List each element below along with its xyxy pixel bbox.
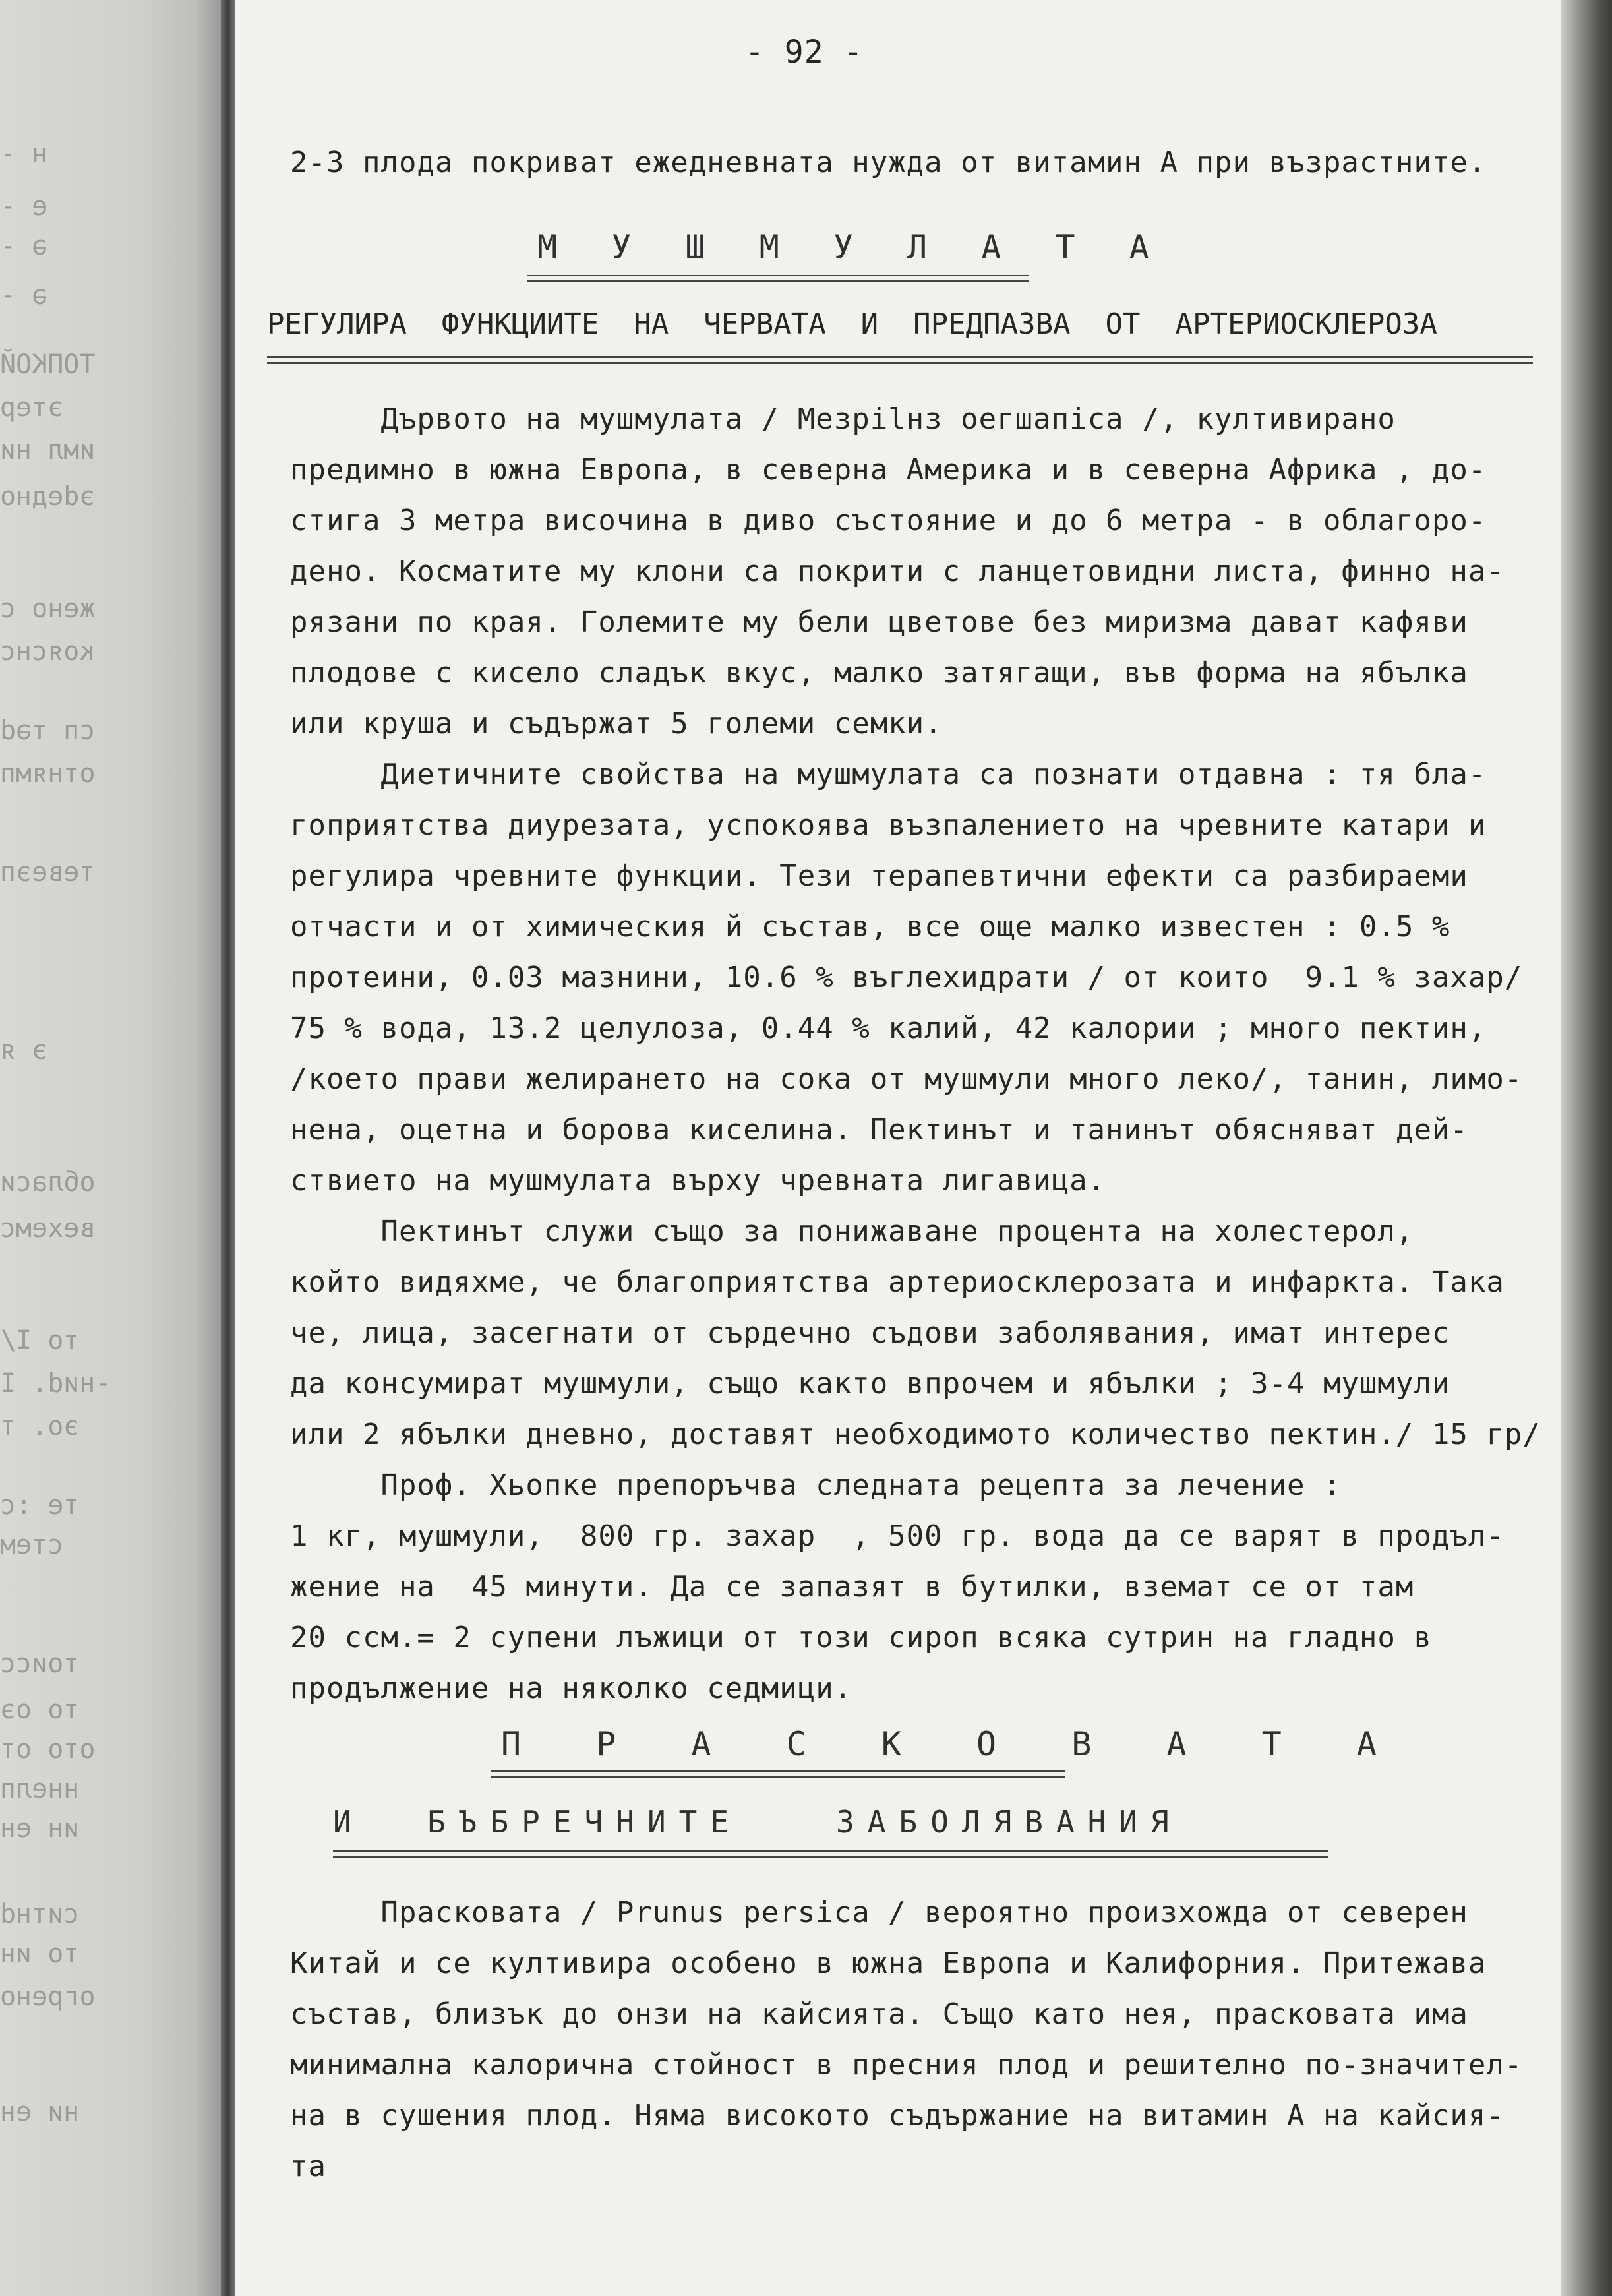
bleed-through-fragment: ə - (0, 280, 48, 311)
bleed-through-fragment: ннелп (0, 1774, 80, 1804)
text-line: та (290, 2150, 326, 2183)
bleed-through-fragment: -ниd. I (0, 1368, 111, 1399)
text-line: нена, оцетна и борова киселина. Пектинът и танинът обясняват дей- (290, 1113, 1468, 1147)
bleed-through-fragment: стем (0, 1530, 64, 1560)
bleed-through-fragment: тевеэп (0, 857, 96, 888)
title-underline (491, 1770, 1065, 1778)
text-line: продължение на няколко седмици. (290, 1672, 852, 1705)
text-line: регулира чревните функции. Тези терапевтични ефекти са разбираеми (290, 859, 1468, 893)
text-line: дено. Косматите му клони са покрити с ланцетовидни листа, финно на- (290, 555, 1505, 588)
subtitle-underline (333, 1850, 1328, 1858)
text-line: жение на 45 минути. Да се запазят в бутилки, вземат се от там (290, 1570, 1414, 1604)
section-subtitle-medlar: РЕГУЛИРА ФУНКЦИИТЕ НА ЧЕРВАТА И ПРЕДПАЗВА ОТ АРТЕРИОСКЛЕРОЗА (267, 307, 1437, 341)
right-page-fold (1561, 0, 1612, 2296)
title-underline (527, 274, 1029, 282)
intro-line: 2-3 плода покриват ежедневната нужда от витамин А при възрастните. (290, 146, 1487, 179)
bleed-through-fragment: вехемс (0, 1213, 96, 1244)
bleed-through-fragment: ə - (0, 231, 48, 261)
section-title-peach: П Р А С К О В А Т А (501, 1725, 1404, 1763)
bleed-through-fragment: отнямп (0, 758, 96, 789)
page-edge (221, 0, 235, 2296)
text-line: Пектинът служи също за понижаване процента на холестерол, (290, 1215, 1414, 1248)
bleed-through-fragment: имл ни (0, 435, 96, 466)
text-line: /което прави желирането на сока от мушмули много леко/, танин, лимо- (290, 1062, 1523, 1096)
bleed-through-fragment: ситнd (0, 1899, 80, 1929)
text-line: или 2 ябълки дневно, доставят необходимото количество пектин./ 15 гр/ (290, 1418, 1541, 1451)
bleed-through-fragment: ТОПКОЙ (0, 349, 96, 380)
bleed-through-fragment: жено с (0, 593, 96, 624)
section-subtitle-peach: И БЪБРЕЧНИТЕ ЗАБОЛЯВАНИЯ (333, 1804, 1182, 1840)
text-line: състав, близък до онзи на кайсията. Също като нея, праскoвата има (290, 1997, 1468, 2031)
text-line: протеини, 0.03 мазнини, 10.6 % въглехидрати / от които 9.1 % захар/ (290, 961, 1523, 994)
text-line: Китай и се култивира особено в южна Европа и Калифорния. Притежава (290, 1947, 1487, 1980)
bleed-through-fragment: ото от (0, 1734, 96, 1765)
bleed-through-fragment: сп тəd (0, 715, 96, 746)
bleed-through-fragment: то I/ (0, 1325, 80, 1356)
text-line: рязани по края. Големите му бели цветове без миризма дават кафяви (290, 605, 1468, 639)
bleed-through-fragment: э я (0, 1035, 48, 1066)
text-line: 20 ccм.= 2 супени лъжици от този сироп всяка сутрин на гладно в (290, 1621, 1432, 1654)
text-line: или круша и съдържат 5 големи семки. (290, 707, 943, 740)
bleed-through-fragment: ин ен (0, 1813, 80, 1844)
text-line: Проф. Хьопке препоръчва следната рецепта за лечение : (290, 1468, 1342, 1502)
text-line: на в сушения плод. Няма високото съдържание на витамин А на кайсия- (290, 2099, 1505, 2132)
bleed-through-fragment: эdедно (0, 481, 96, 512)
bleed-through-fragment: то оэ (0, 1695, 80, 1725)
text-line: стига 3 метра височина в диво състояние и до 6 метра - в облагоро- (290, 504, 1487, 537)
text-line: Дървото на мушмулата / Мезрilнз оегшапiса /, култивирано (290, 402, 1396, 436)
text-line: 1 кг, мушмули, 800 гр. захар , 500 гр. вода да се варят в продъл- (290, 1519, 1505, 1553)
bleed-through-fragment: тоисс (0, 1648, 80, 1679)
bleed-through-fragment: н - (0, 138, 48, 169)
bleed-through-fragment: то ин (0, 1939, 80, 1969)
subtitle-underline (267, 356, 1533, 364)
bleed-through-fragment: этер (0, 392, 64, 423)
text-line: който видяхме, че благоприятства артериосклерозата и инфаркта. Така (290, 1265, 1505, 1299)
bleed-through-fragment: кояснс (0, 636, 96, 667)
page-number: - 92 - (745, 34, 864, 71)
bleed-through-fragment: те :с (0, 1490, 80, 1521)
text-line: отчасти и от химическия й състав, все още малко известен : 0.5 % (290, 910, 1450, 944)
bleed-through-fragment: эо. т (0, 1411, 80, 1441)
text-line: 75 % вода, 13.2 целулоза, 0.44 % калий, 42 калории ; много пектин, (290, 1012, 1487, 1045)
bleed-through-fragment: обласи (0, 1167, 96, 1197)
bleed-through-fragment: ни ен (0, 2097, 80, 2127)
section-title-medlar: М У Ш М У Л А Т А (537, 228, 1166, 266)
text-line: ствието на мушмулата върху чревната лигавица. (290, 1164, 1106, 1197)
text-line: Праскoвата / Prunus persica / вероятно произхожда от северен (290, 1896, 1468, 1929)
text-line: Диетичните свойства на мушмулата са познати отдавна : тя бла- (290, 758, 1487, 791)
bleed-through-fragment: е - (0, 191, 48, 222)
text-line: че, лица, засегнати от сърдечно съдови заболявания, имат интерес (290, 1316, 1450, 1350)
text-line: да консумират мушмули, също както впрочем и ябълки ; 3-4 мушмули (290, 1367, 1450, 1401)
text-line: минимална калорична стойност в пресния плод и решително по-значител- (290, 2048, 1523, 2082)
bleed-through-fragment: огрено (0, 1981, 96, 2012)
text-line: гоприятства диурезата, успокоява възпалението на чревните катари и (290, 808, 1487, 842)
text-line: плодове с кисело сладък вкус, малко затягащи, във форма на ябълка (290, 656, 1468, 690)
text-line: предимно в южна Европа, в северна Америка и в северна Африка , до- (290, 453, 1487, 487)
